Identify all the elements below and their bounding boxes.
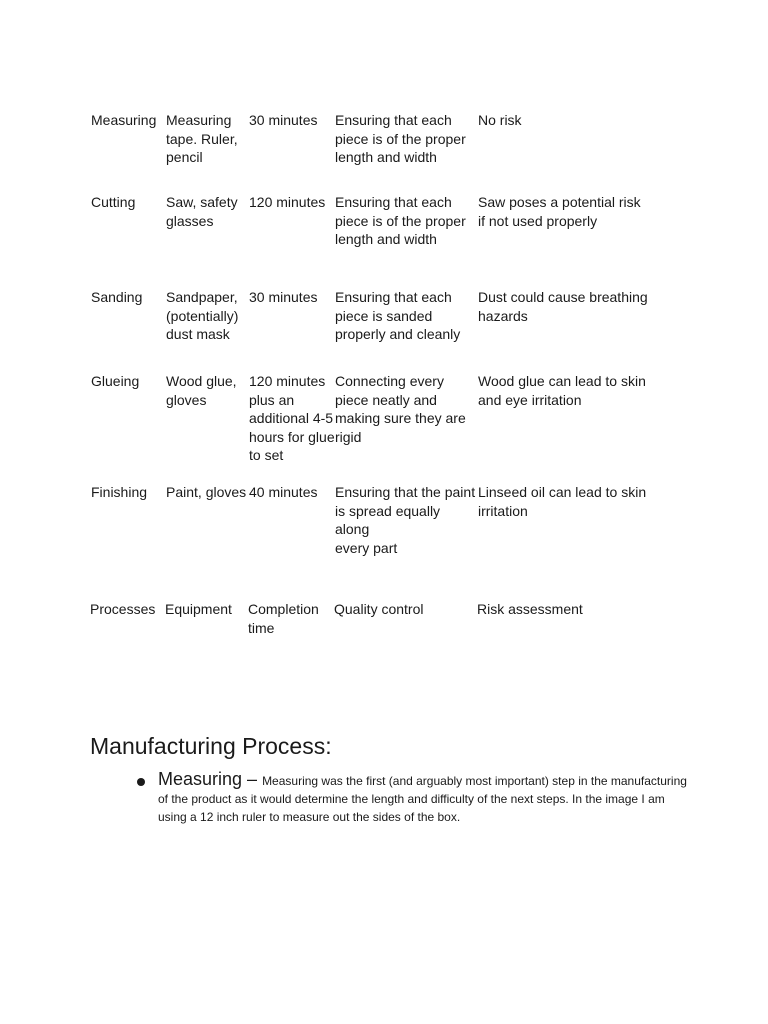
quality-control-cell: Connecting every piece neatly and making sure they are rigid xyxy=(335,373,466,445)
completion-time-cell: 40 minutes xyxy=(249,484,318,500)
equipment-cell: Saw, safety glasses xyxy=(166,194,238,229)
bullet-text xyxy=(158,768,688,826)
equipment-cell: Sandpaper, (potentially) dust mask xyxy=(166,289,239,343)
process-cell: Measuring xyxy=(91,112,157,128)
quality-control-cell: Ensuring that each piece is of the proper length and width xyxy=(335,112,466,166)
process-cell: Finishing xyxy=(91,484,148,500)
process-cell: Sanding xyxy=(91,289,143,305)
quality-control-cell: Ensuring that each piece is of the proper length and width xyxy=(335,194,466,248)
completion-time-cell: 30 minutes xyxy=(249,289,318,305)
risk-assessment-cell: No risk xyxy=(478,112,522,128)
bullet-icon xyxy=(137,778,145,786)
header-risk-assessment: Risk assessment xyxy=(477,601,583,617)
bullet-body: Measuring was the first (and arguably most important) step in the manufacturing of the product as it would determine the length and difficulty of the next steps. In the image I am using a 12 inch ruler to measure out the sides of the box. xyxy=(158,774,687,824)
completion-time-cell: 120 minutes plus an additional 4-5 hours for glue to set xyxy=(249,373,335,464)
completion-time-cell: 30 minutes xyxy=(249,112,318,128)
quality-control-cell: Ensuring that each piece is sanded properly and cleanly xyxy=(335,289,461,343)
process-cell: Glueing xyxy=(91,373,140,389)
section-title: Manufacturing Process: xyxy=(90,733,332,759)
risk-assessment-cell: Saw poses a potential risk if not used properly xyxy=(478,194,641,229)
equipment-cell: Paint, gloves xyxy=(166,484,247,500)
equipment-cell: Wood glue, gloves xyxy=(166,373,237,408)
bullet-heading: Measuring – xyxy=(158,769,263,789)
header-processes: Processes xyxy=(90,601,156,617)
risk-assessment-cell: Linseed oil can lead to skin irritation xyxy=(478,484,647,519)
header-quality-control: Quality control xyxy=(334,601,424,617)
process-cell: Cutting xyxy=(91,194,136,210)
quality-control-cell: Ensuring that the paint is spread equally along every part xyxy=(335,484,476,556)
risk-assessment-cell: Wood glue can lead to skin and eye irritation xyxy=(478,373,646,408)
completion-time-cell: 120 minutes xyxy=(249,194,326,210)
header-completion-time: Completion time xyxy=(248,601,319,636)
header-equipment: Equipment xyxy=(165,601,232,617)
risk-assessment-cell: Dust could cause breathing hazards xyxy=(478,289,648,324)
equipment-cell: Measuring tape. Ruler, pencil xyxy=(166,112,238,166)
